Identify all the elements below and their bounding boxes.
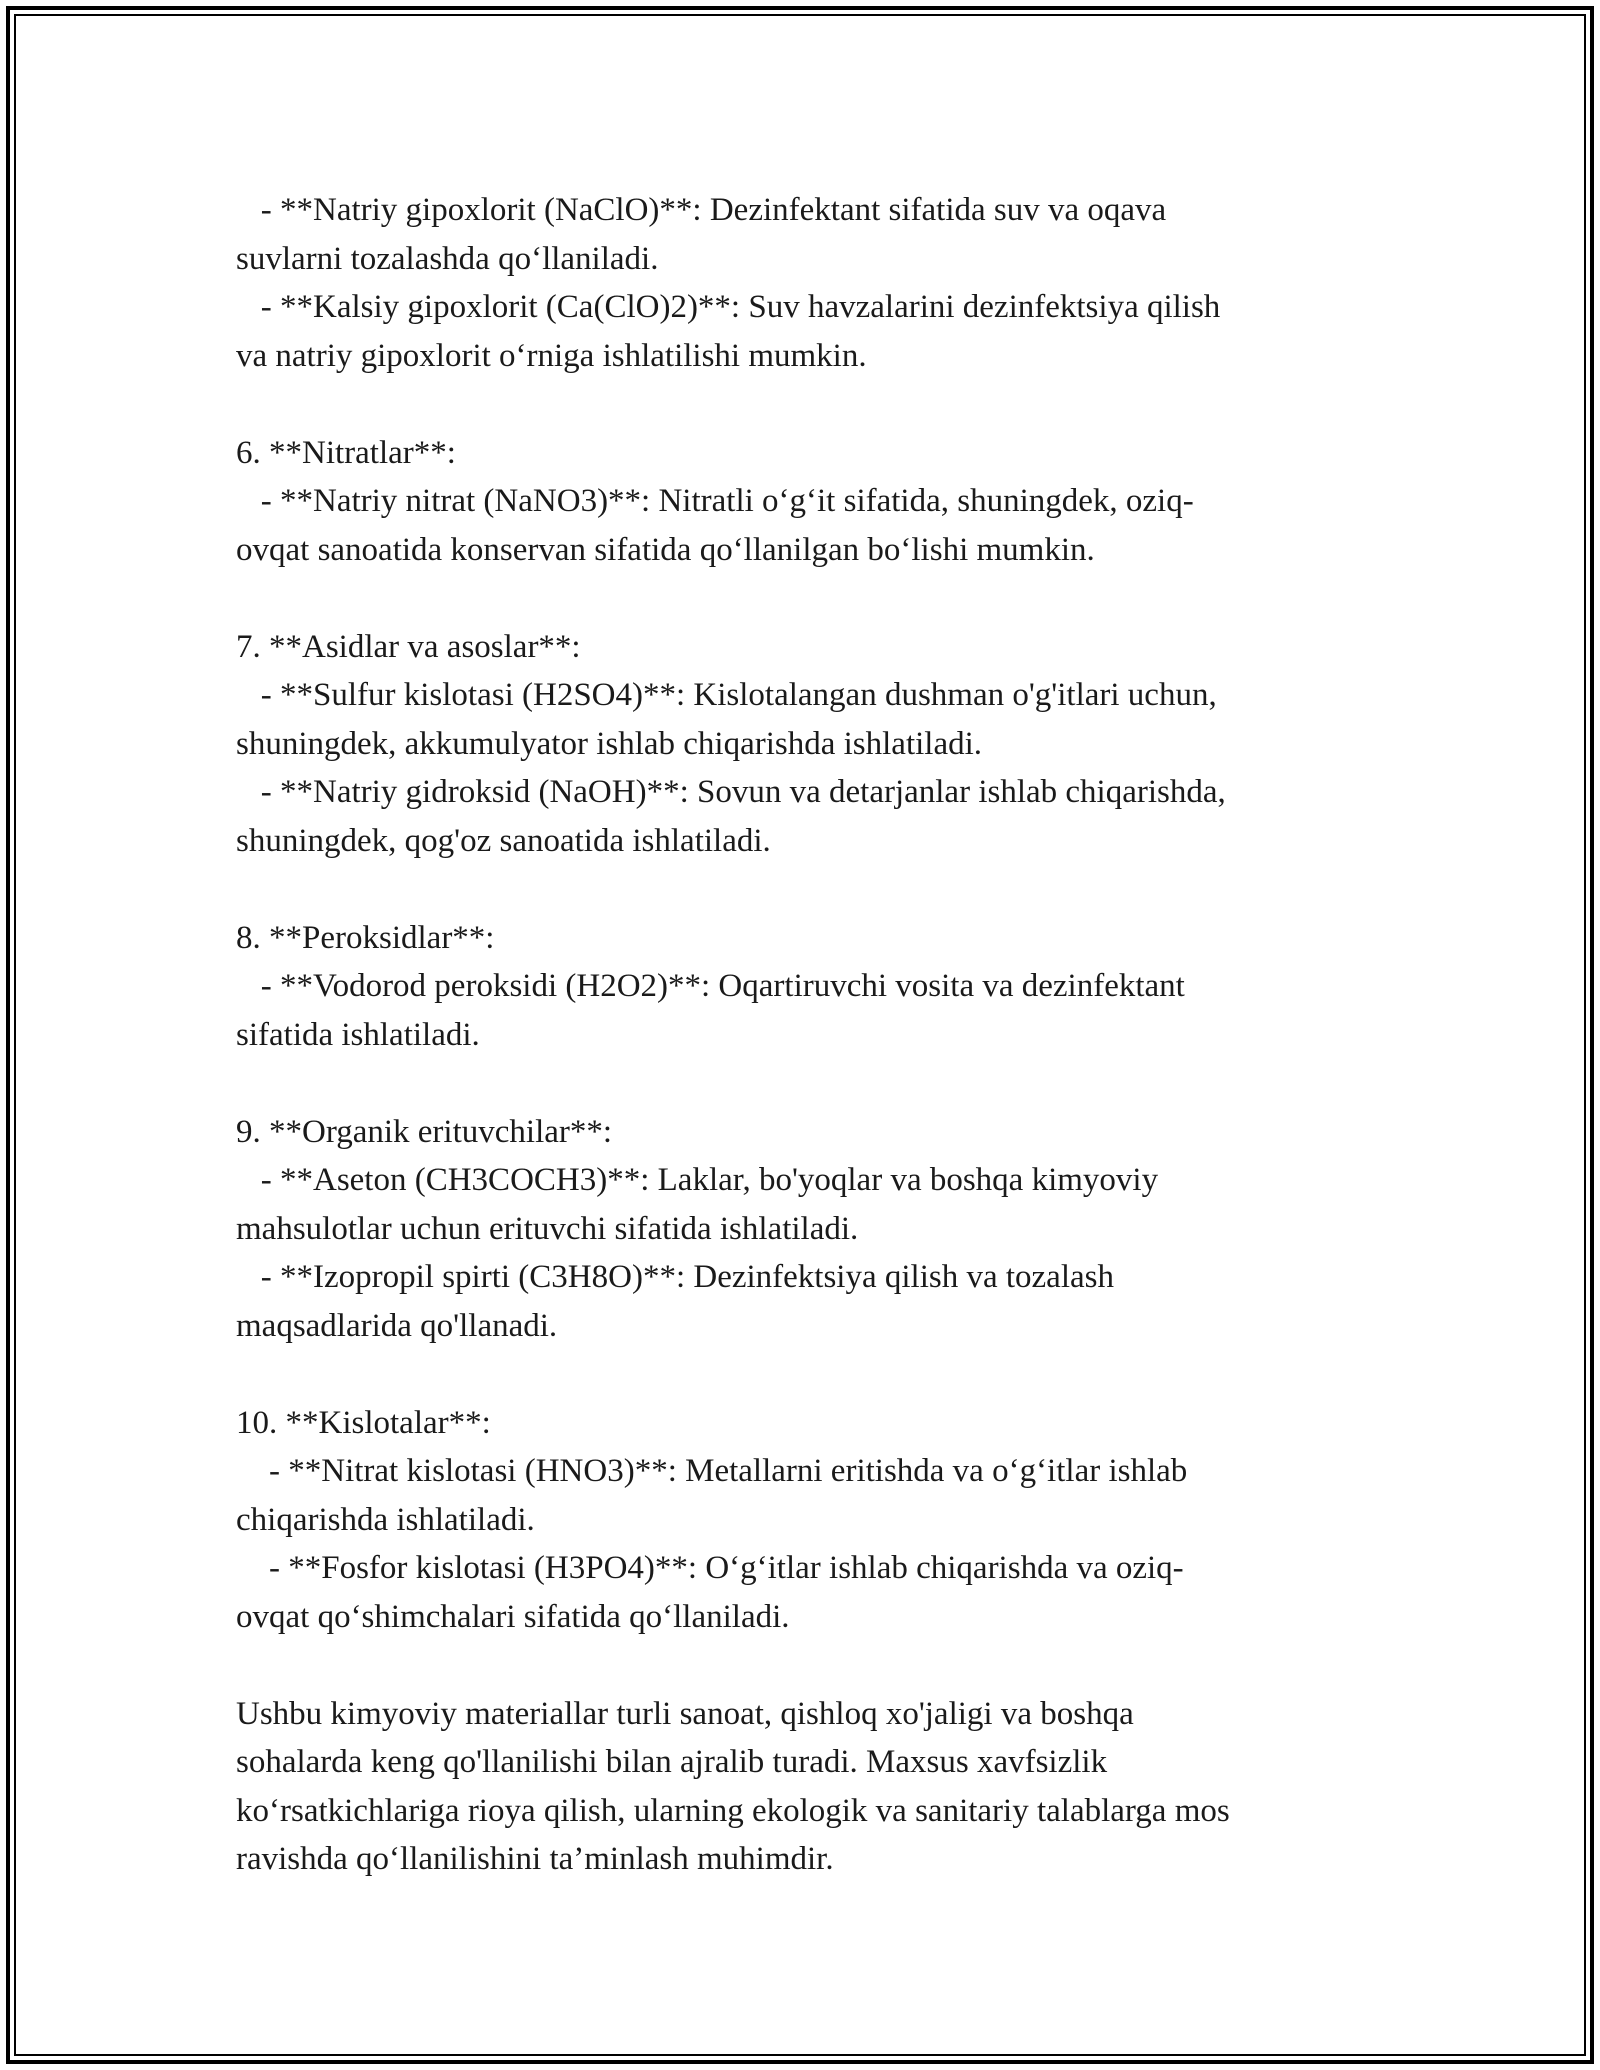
text-line: - **Natriy gipoxlorit (NaClO)**: Dezinfektant sifatida suv va oqava xyxy=(236,192,1167,228)
text-line: - **Natriy gidroksid (NaOH)**: Sovun va detarjanlar ishlab chiqarishda, xyxy=(236,774,1226,810)
text-line: - **Fosfor kislotasi (H3PO4)**: O‘g‘itlar ishlab chiqarishda va oziq- xyxy=(236,1550,1184,1586)
text-line: ovqat sanoatida konservan sifatida qo‘llanilgan bo‘lishi mumkin. xyxy=(236,531,1095,568)
conclusion-line: Ushbu kimyoviy materiallar turli sanoat, qishloq xo'jaligi va boshqa xyxy=(236,1695,1134,1732)
text-line: mahsulotlar uchun erituvchi sifatida ishlatiladi. xyxy=(236,1210,859,1247)
document-body xyxy=(236,186,1386,1884)
text-line: shuningdek, akkumulyator ishlab chiqarishda ishlatiladi. xyxy=(236,725,983,762)
blank-line xyxy=(236,380,1386,429)
blank-line xyxy=(236,865,1386,914)
text-line: - **Vodorod peroksidi (H2O2)**: Oqartiruvchi vosita va dezinfektant xyxy=(236,968,1185,1004)
section-heading: 6. **Nitratlar**: xyxy=(236,434,456,471)
text-line: - **Natriy nitrat (NaNO3)**: Nitratli o‘g‘it sifatida, shuningdek, oziq- xyxy=(236,483,1194,519)
section-heading: 8. **Peroksidlar**: xyxy=(236,919,495,956)
conclusion-line: ko‘rsatkichlariga rioya qilish, ularning ekologik va sanitariy talablarga mos xyxy=(236,1792,1230,1829)
conclusion-line: ravishda qo‘llanilishini ta’minlash muhimdir. xyxy=(236,1841,834,1877)
blank-line xyxy=(236,1350,1386,1399)
text-line: shuningdek, qog'oz sanoatida ishlatiladi. xyxy=(236,822,771,859)
text-line: - **Sulfur kislotasi (H2SO4)**: Kislotalangan dushman o'g'itlari uchun, xyxy=(236,677,1217,713)
text-line: suvlarni tozalashda qo‘llaniladi. xyxy=(236,240,659,277)
text-line: - **Nitrat kislotasi (HNO3)**: Metallarni eritishda va o‘g‘itlar ishlab xyxy=(236,1453,1188,1489)
blank-line xyxy=(236,1641,1386,1690)
section-heading: 9. **Organik erituvchilar**: xyxy=(236,1113,613,1150)
conclusion-line: sohalarda keng qo'llanilishi bilan ajralib turadi. Maxsus xavfsizlik xyxy=(236,1744,1108,1780)
section-heading: 7. **Asidlar va asoslar**: xyxy=(236,628,581,665)
text-line: - **Izopropil spirti (C3H8O)**: Dezinfektsiya qilish va tozalash xyxy=(236,1259,1114,1295)
section-heading: 10. **Kislotalar**: xyxy=(236,1404,491,1441)
text-line: - **Kalsiy gipoxlorit (Ca(ClO)2)**: Suv havzalarini dezinfektsiya qilish xyxy=(236,289,1221,325)
blank-line xyxy=(236,1059,1386,1108)
text-line: maqsadlarida qo'llanadi. xyxy=(236,1307,558,1344)
blank-line xyxy=(236,574,1386,623)
text-line: chiqarishda ishlatiladi. xyxy=(236,1501,535,1538)
text-line: sifatida ishlatiladi. xyxy=(236,1016,480,1053)
text-line: ovqat qo‘shimchalari sifatida qo‘llaniladi. xyxy=(236,1598,790,1635)
text-line: - **Aseton (CH3COCH3)**: Laklar, bo'yoqlar va boshqa kimyoviy xyxy=(236,1162,1159,1198)
text-line: va natriy gipoxlorit o‘rniga ishlatilishi mumkin. xyxy=(236,337,867,374)
